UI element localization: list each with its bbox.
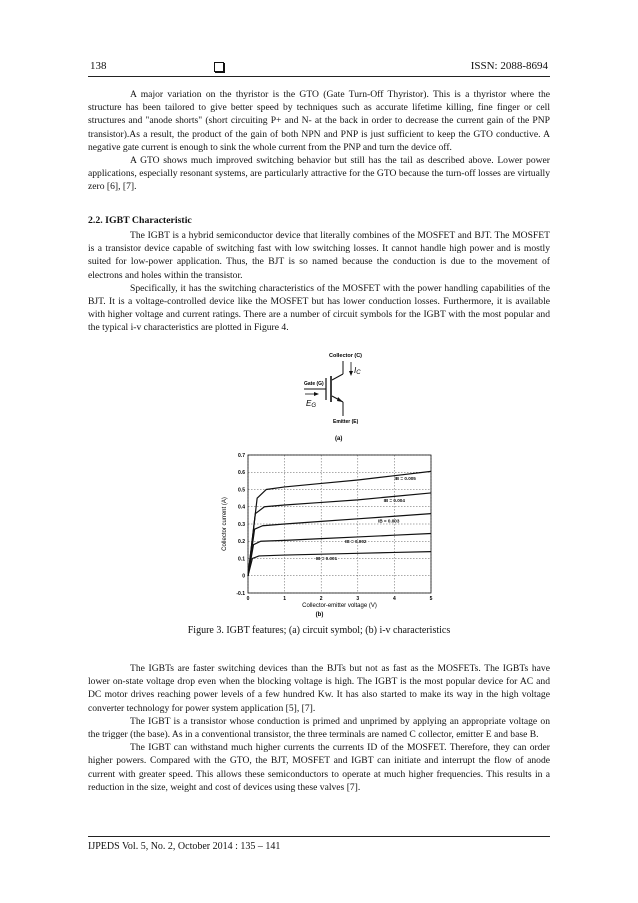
section-heading: 2.2. IGBT Characteristic xyxy=(88,215,192,226)
page-number: 138 xyxy=(90,60,107,72)
curve-annotation: IB = 0.001 xyxy=(315,556,338,562)
panel-b-label: (b) xyxy=(315,612,324,618)
x-tick-label: 4 xyxy=(393,596,396,602)
x-tick-label: 0 xyxy=(246,596,250,602)
body-text-bottom xyxy=(88,662,550,794)
x-axis-label: Collector-emitter voltage (V) xyxy=(302,603,377,609)
y-axis-label: Collector current (A) xyxy=(222,497,228,551)
series-line xyxy=(248,552,431,576)
current-label: IC xyxy=(354,366,361,376)
y-tick-label: 0.5 xyxy=(238,487,245,494)
igbt-symbol xyxy=(304,353,362,442)
emitter-label: Emitter (E) xyxy=(333,419,359,425)
issn-label: ISSN: 2088-8694 xyxy=(470,60,548,72)
y-tick-label: 0.6 xyxy=(238,470,245,477)
y-tick-label: 0.4 xyxy=(238,504,245,511)
x-tick-label: 5 xyxy=(429,596,433,602)
y-tick-label: -0.1 xyxy=(236,590,245,597)
page-header xyxy=(88,60,550,77)
curve-annotation: IB = 0.002 xyxy=(345,538,367,544)
y-tick-label: 0.7 xyxy=(238,452,245,459)
figure-svg xyxy=(88,350,550,625)
curve-annotation: IB = 0.004 xyxy=(383,498,405,504)
gate-label: Gate (G) xyxy=(304,381,324,387)
figure-caption: Figure 3. IGBT features; (a) circuit symbol; (b) i-v characteristics xyxy=(187,625,451,636)
figure xyxy=(88,350,550,640)
page-footer: IJPEDS Vol. 5, No. 2, October 2014 : 135 – 141 xyxy=(88,836,550,852)
paragraph: The IGBTs are faster switching devices than the BJTs but not as fast as the MOSFETs. The IGBTs have lower on-state voltage drop even when the blocking voltage is high. The IGBT is the most popular device for AC and DC motor drives reaching power levels of a few hundred Kw. It has also started to make its way in the high voltage converter technology for power system application [5], [7]. xyxy=(88,663,550,714)
curve-annotation: IB = 0.005 xyxy=(394,476,416,482)
iv-chart xyxy=(222,453,433,618)
checkbox-square-icon xyxy=(214,62,224,72)
series-line xyxy=(248,533,431,575)
paragraph: The IGBT is a transistor whose conduction is primed and unprimed by applying an appropriate voltage on the trigger (the base). As in a conventional transistor, the three terminals are named C collector, emitter E and base B. xyxy=(88,715,550,741)
x-tick-label: 2 xyxy=(319,596,323,602)
paragraph: A major variation on the thyristor is the GTO (Gate Turn-Off Thyristor). This is a thyristor where the structure has been tailored to give better speed by techniques such as accurate lifetime killing, fine finger or cell structures and "anode shorts" (short circuiting P+ and N- at the back in order to decrease the current gain of the PNP transistor).As a result, the product of the gain of both NPN and PNP is just sufficient to keep the GTO conductive. A negative gate current is enough to sink the whole current from the PNP and turn the device off. xyxy=(88,89,550,153)
series-line xyxy=(248,514,431,576)
y-tick-label: 0.3 xyxy=(238,521,245,528)
y-tick-label: 0.1 xyxy=(238,556,245,563)
y-tick-label: 0 xyxy=(242,573,245,580)
paragraph: Specifically, it has the switching characteristics of the MOSFET with the power handling capabilities of the BJT. It is a voltage-controlled device like the MOSFET but has lower conduction losses. Furthermore, it is available with higher voltage and current ratings. There are a number of circuit symbols for the IGBT with the most popular and the typical i-v characteristics are plotted in Figure 4. xyxy=(88,282,550,334)
panel-a-label: (a) xyxy=(335,436,343,442)
body-text-mid xyxy=(88,229,550,335)
y-tick-label: 0.2 xyxy=(238,539,245,546)
paragraph: The IGBT can withstand much higher currents the currents ID of the MOSFET. Therefore, they can order higher powers. Compared with the GTO, the BJT, MOSFET and IGBT can initiate and interrupt the flow of anode current with greater speed. This allows these semiconductors to operate at much higher frequencies. This results in a reduction in the size, weight and cost of devices using these valves [7]. xyxy=(88,742,550,793)
x-tick-label: 3 xyxy=(356,596,360,602)
series-line xyxy=(248,471,431,575)
chart-curves xyxy=(248,471,431,575)
paragraph: The IGBT is a hybrid semiconductor device that literally combines of the MOSFET and BJT. The MOSFET is a transistor device capable of switching fast with low switching losses. It cannot handle high power and is mostly suited for low-power application. Thus, the BJT is so named because the conduction is due to the movement of electrons and holes within the transistor. xyxy=(88,230,550,281)
body-text-top xyxy=(88,88,550,194)
voltage-label: EG xyxy=(306,399,317,409)
collector-label: Collector (C) xyxy=(329,353,362,359)
curve-annotation: IB = 0.003 xyxy=(378,518,400,524)
x-tick-label: 1 xyxy=(283,596,286,602)
paragraph: A GTO shows much improved switching behavior but still has the tail as described above. Lower power applications, especially resonant systems, are particularly attractive for the GTO because the turn-off losses are virtually zero [6], [7]. xyxy=(88,155,550,193)
